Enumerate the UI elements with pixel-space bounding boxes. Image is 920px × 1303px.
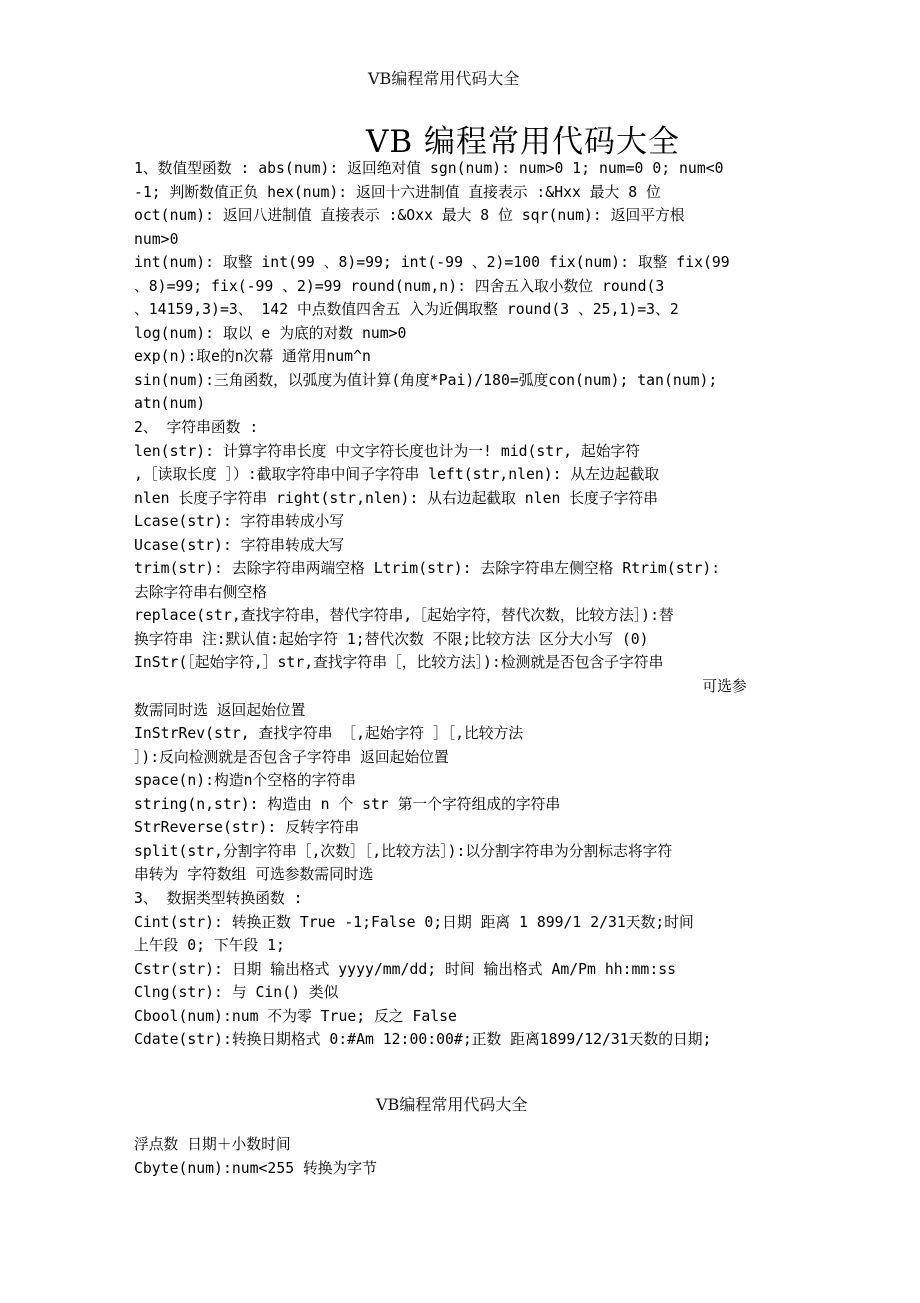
text-line: ］):反向检测就是否包含子字符串 返回起始位置	[134, 747, 449, 766]
text-line: InStr(［起始字符,］str,查找字符串［，比较方法］):检测就是否包含子字符串	[134, 653, 664, 672]
text-line: trim(str): 去除字符串两端空格 Ltrim(str): 去除字符串左侧空格 Rtrim(str):	[134, 559, 721, 578]
text-line: Cbyte(num):num<255 转换为字节	[134, 1158, 377, 1177]
text-line: space(n):构造n个空格的字符串	[134, 771, 356, 790]
text-line: int(num): 取整 int(99 、8)=99; int(-99 、2)=100 fix(num): 取整 fix(99	[134, 253, 730, 272]
text-line: log(num): 取以 e 为底的对数 num>0	[134, 323, 407, 342]
text-line: sin(num):三角函数，以弧度为值计算(角度*Pai)/180=弧度con(num); tan(num);	[134, 370, 718, 389]
text-line: InStrRev(str, 查找字符串 ［,起始字符 ］［,比较方法	[134, 724, 524, 743]
text-line: Cdate(str):转换日期格式 0:#Am 12:00:00#;正数 距离1899/12/31天数的日期;	[134, 1030, 712, 1049]
text-line: 1、数值型函数 : abs(num): 返回绝对值 sgn(num): num>0 1; num=0 0; num<0	[134, 159, 724, 177]
section-heading: 3、 数据类型转换函数 :	[134, 888, 303, 907]
text-line: Clng(str): 与 Cin() 类似	[134, 983, 339, 1002]
text-line: replace(str,查找字符串，替代字符串,［起始字符，替代次数，比较方法］):替	[134, 606, 674, 625]
text-line: ,［读取长度 ］）:截取字符串中间子字符串 left(str,nlen): 从左边起截取	[134, 465, 660, 484]
text-line: 可选参	[702, 677, 747, 696]
text-line: 、8)=99; fix(-99 、2)=99 round(num,n): 四舍五入取小数位 round(3	[134, 276, 665, 295]
section-heading: 2、 字符串函数 :	[134, 418, 259, 437]
page-header: VB编程常用代码大全	[368, 69, 520, 88]
text-line: StrReverse(str): 反转字符串	[134, 818, 360, 837]
text-line: oct(num): 返回八进制值 直接表示 :&Oxx 最大 8 位 sqr(num): 返回平方根	[134, 206, 685, 225]
text-line: split(str,分割字符串［,次数］［,比较方法］):以分割字符串为分割标志将字符	[134, 841, 673, 860]
text-line: 、14159,3)=3、 142 中点数值四舍五 入为近偶取整 round(3 、25,1)=3、2	[134, 300, 679, 319]
text-line: 浮点数 日期＋小数时间	[134, 1135, 291, 1153]
document-body	[134, 157, 784, 1052]
text-line: 上午段 0; 下午段 1;	[134, 936, 285, 955]
text-line: -1; 判断数值正负 hex(num): 返回十六进制值 直接表示 :&Hxx 最大 8 位	[134, 182, 661, 201]
text-line: Cint(str): 转换正数 True -1;False 0;日期 距离 1 899/1 2/31天数;时间	[134, 912, 694, 931]
page-footer: VB编程常用代码大全	[376, 1095, 528, 1114]
text-line: Ucase(str): 字符串转成大写	[134, 535, 345, 554]
text-line: Cstr(str): 日期 输出格式 yyyy/mm/dd; 时间 输出格式 Am/Pm hh:mm:ss	[134, 959, 677, 978]
text-line: string(n,str): 构造由 n 个 str 第一个字符组成的字符串	[134, 794, 561, 813]
document-body-continued	[134, 1133, 784, 1180]
text-line: 去除字符串右侧空格	[134, 582, 267, 601]
text-line: nlen 长度子字符串 right(str,nlen): 从右边起截取 nlen 长度子字符串	[134, 488, 658, 507]
document-title: VB 编程常用代码大全	[366, 124, 681, 160]
text-line: Cbool(num):num 不为零 True; 反之 False	[134, 1006, 457, 1025]
text-line: atn(num)	[134, 394, 206, 413]
text-line: exp(n):取e的n次幕 通常用num^n	[134, 347, 371, 366]
text-line: 数需同时选 返回起始位置	[134, 700, 306, 719]
text-line: len(str): 计算字符串长度 中文字符长度也计为一! mid(str, 起始字符	[134, 441, 640, 460]
text-line: 串转为 字符数组 可选参数需同时选	[134, 865, 374, 884]
text-line: 换字符串 注:默认值:起始字符 1;替代次数 不限;比较方法 区分大小写 (0)	[134, 629, 649, 648]
text-line: Lcase(str): 字符串转成小写	[134, 512, 345, 531]
text-line: num>0	[134, 229, 179, 248]
